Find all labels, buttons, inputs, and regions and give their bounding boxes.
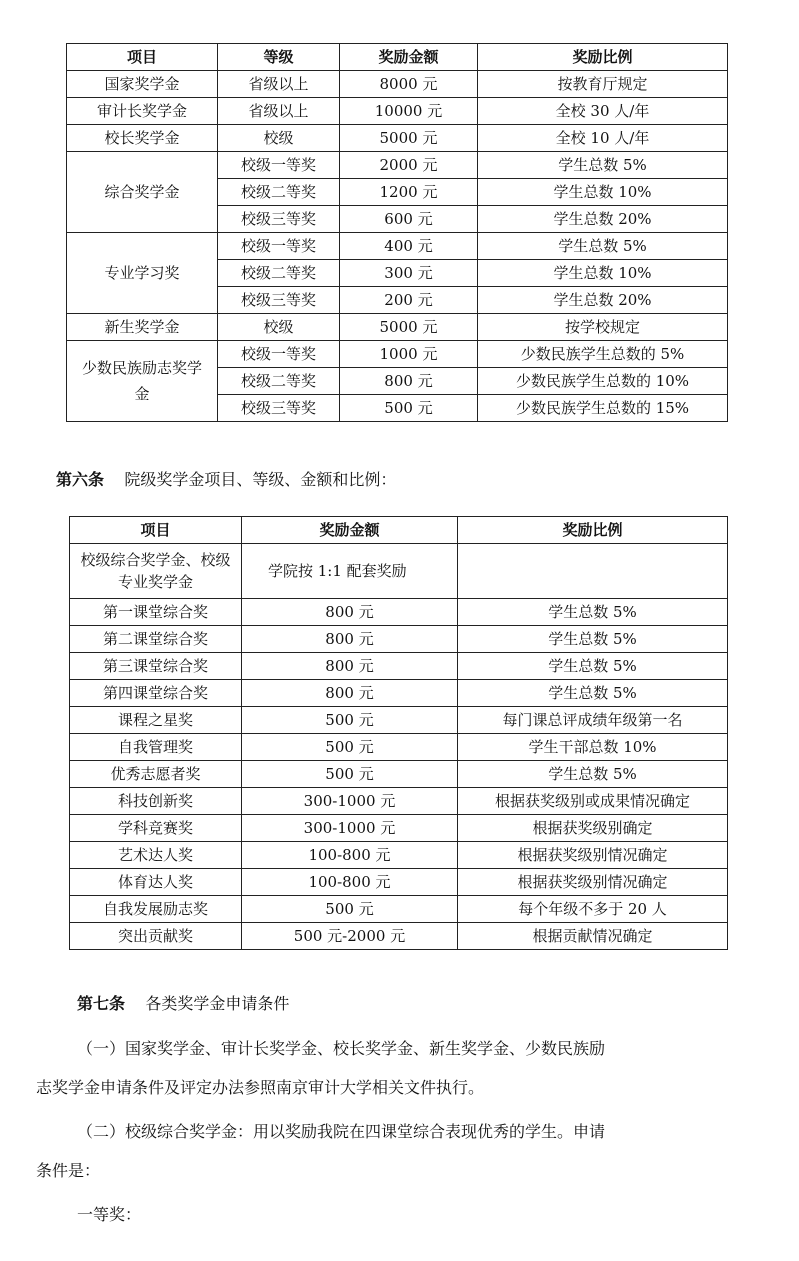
item-cell: 学科竞赛奖 bbox=[70, 815, 242, 842]
table-row bbox=[67, 98, 728, 125]
level-cell: 校级一等奖 bbox=[218, 341, 340, 368]
item-cell: 科技创新奖 bbox=[70, 788, 242, 815]
article-7-heading bbox=[77, 988, 289, 1020]
ratio-cell: 少数民族学生总数的 10% bbox=[478, 368, 728, 395]
item-cell: 突出贡献奖 bbox=[70, 923, 242, 950]
level-cell: 校级三等奖 bbox=[218, 395, 340, 422]
amount-cell: 800 元 bbox=[340, 368, 478, 395]
ratio-cell: 学生总数 10% bbox=[478, 260, 728, 287]
table-row bbox=[67, 314, 728, 341]
ratio-cell: 按学校规定 bbox=[478, 314, 728, 341]
table-row bbox=[70, 761, 728, 788]
item-cell: 第三课堂综合奖 bbox=[70, 653, 242, 680]
table-row bbox=[67, 152, 728, 179]
amount-cell: 300-1000 元 bbox=[242, 815, 458, 842]
item-cell: 自我管理奖 bbox=[70, 734, 242, 761]
amount-cell: 1000 元 bbox=[340, 341, 478, 368]
item-cell: 校长奖学金 bbox=[67, 125, 218, 152]
amount-cell: 500 元 bbox=[242, 896, 458, 923]
amount-cell: 100-800 元 bbox=[242, 869, 458, 896]
item-cell: 优秀志愿者奖 bbox=[70, 761, 242, 788]
level-cell: 校级三等奖 bbox=[218, 206, 340, 233]
table-row bbox=[70, 734, 728, 761]
level-cell: 省级以上 bbox=[218, 71, 340, 98]
amount-cell: 学院按 1:1 配套奖励 bbox=[242, 544, 458, 599]
amount-cell: 1200 元 bbox=[340, 179, 478, 206]
ratio-cell: 根据贡献情况确定 bbox=[458, 923, 728, 950]
ratio-cell: 少数民族学生总数的 15% bbox=[478, 395, 728, 422]
ratio-cell: 全校 10 人/年 bbox=[478, 125, 728, 152]
item-cell: 国家奖学金 bbox=[67, 71, 218, 98]
table1-header-cell: 等级 bbox=[218, 44, 340, 71]
college-scholarship-table bbox=[69, 516, 728, 950]
ratio-cell: 根据获奖级别情况确定 bbox=[458, 869, 728, 896]
table-row bbox=[70, 869, 728, 896]
ratio-cell: 学生总数 5% bbox=[458, 626, 728, 653]
item-cell: 第一课堂综合奖 bbox=[70, 599, 242, 626]
paragraph-1-line-1: （一）国家奖学金、审计长奖学金、校长奖学金、新生奖学金、少数民族励 bbox=[77, 1039, 606, 1058]
ratio-cell: 少数民族学生总数的 5% bbox=[478, 341, 728, 368]
table-row bbox=[70, 815, 728, 842]
amount-cell: 500 元 bbox=[242, 761, 458, 788]
ratio-cell: 根据获奖级别情况确定 bbox=[458, 842, 728, 869]
item-cell: 自我发展励志奖 bbox=[70, 896, 242, 923]
table-row bbox=[67, 341, 728, 368]
ratio-cell: 学生总数 5% bbox=[478, 152, 728, 179]
ratio-cell: 学生总数 5% bbox=[458, 761, 728, 788]
table2-header-cell: 奖励金额 bbox=[242, 517, 458, 544]
table-row bbox=[70, 599, 728, 626]
amount-cell: 500 元 bbox=[242, 734, 458, 761]
ratio-cell: 学生总数 5% bbox=[478, 233, 728, 260]
table2-header-cell: 奖励比例 bbox=[458, 517, 728, 544]
article-7-label: 第七条 bbox=[77, 994, 126, 1013]
amount-cell: 800 元 bbox=[242, 653, 458, 680]
amount-cell: 500 元 bbox=[340, 395, 478, 422]
amount-cell: 400 元 bbox=[340, 233, 478, 260]
ratio-cell: 学生总数 10% bbox=[478, 179, 728, 206]
level-cell: 校级 bbox=[218, 314, 340, 341]
amount-cell: 2000 元 bbox=[340, 152, 478, 179]
paragraph-1-line-2: 志奖学金申请条件及评定办法参照南京审计大学相关文件执行。 bbox=[36, 1078, 485, 1097]
item-cell: 校级综合奖学金、校级专业奖学金 bbox=[70, 544, 242, 599]
amount-cell: 800 元 bbox=[242, 680, 458, 707]
item-cell: 艺术达人奖 bbox=[70, 842, 242, 869]
table-row bbox=[70, 626, 728, 653]
amount-cell: 10000 元 bbox=[340, 98, 478, 125]
ratio-cell: 按教育厅规定 bbox=[478, 71, 728, 98]
paragraph-2-line-2: 条件是： bbox=[36, 1161, 101, 1180]
table-row bbox=[70, 653, 728, 680]
level-cell: 省级以上 bbox=[218, 98, 340, 125]
amount-cell: 500 元 bbox=[242, 707, 458, 734]
ratio-cell: 学生总数 5% bbox=[458, 680, 728, 707]
level-cell: 校级一等奖 bbox=[218, 233, 340, 260]
amount-cell: 500 元-2000 元 bbox=[242, 923, 458, 950]
level-cell: 校级二等奖 bbox=[218, 179, 340, 206]
article-6 bbox=[56, 464, 396, 496]
table2-header-cell: 项目 bbox=[70, 517, 242, 544]
ratio-cell: 学生干部总数 10% bbox=[458, 734, 728, 761]
amount-cell: 800 元 bbox=[242, 599, 458, 626]
table-row bbox=[70, 842, 728, 869]
ratio-cell: 每门课总评成绩年级第一名 bbox=[458, 707, 728, 734]
amount-cell: 5000 元 bbox=[340, 125, 478, 152]
item-cell: 体育达人奖 bbox=[70, 869, 242, 896]
item-cell: 少数民族励志奖学金 bbox=[67, 341, 218, 422]
amount-cell: 5000 元 bbox=[340, 314, 478, 341]
item-cell: 审计长奖学金 bbox=[67, 98, 218, 125]
table-row bbox=[70, 680, 728, 707]
ratio-cell bbox=[458, 544, 728, 599]
ratio-cell: 学生总数 5% bbox=[458, 599, 728, 626]
article-6-text: 院级奖学金项目、等级、金额和比例： bbox=[124, 470, 397, 489]
ratio-cell: 每个年级不多于 20 人 bbox=[458, 896, 728, 923]
table-row bbox=[67, 125, 728, 152]
amount-cell: 300 元 bbox=[340, 260, 478, 287]
level-cell: 校级三等奖 bbox=[218, 287, 340, 314]
level-cell: 校级二等奖 bbox=[218, 260, 340, 287]
item-cell: 课程之星奖 bbox=[70, 707, 242, 734]
paragraph-3: 一等奖： bbox=[77, 1205, 142, 1224]
ratio-cell: 全校 30 人/年 bbox=[478, 98, 728, 125]
amount-cell: 600 元 bbox=[340, 206, 478, 233]
table-row bbox=[67, 71, 728, 98]
amount-cell: 800 元 bbox=[242, 626, 458, 653]
item-cell: 综合奖学金 bbox=[67, 152, 218, 233]
paragraph-2-line-1: （二）校级综合奖学金：用以奖励我院在四课堂综合表现优秀的学生。申请 bbox=[77, 1122, 606, 1141]
table-row bbox=[70, 544, 728, 599]
amount-cell: 100-800 元 bbox=[242, 842, 458, 869]
table-row bbox=[70, 788, 728, 815]
item-cell: 第四课堂综合奖 bbox=[70, 680, 242, 707]
table-row bbox=[70, 923, 728, 950]
table-row bbox=[70, 707, 728, 734]
ratio-cell: 学生总数 20% bbox=[478, 287, 728, 314]
table-row bbox=[70, 896, 728, 923]
amount-cell: 300-1000 元 bbox=[242, 788, 458, 815]
article-6-label: 第六条 bbox=[56, 470, 105, 489]
table1-header-cell: 奖励比例 bbox=[478, 44, 728, 71]
item-cell: 新生奖学金 bbox=[67, 314, 218, 341]
level-cell: 校级 bbox=[218, 125, 340, 152]
ratio-cell: 根据获奖级别确定 bbox=[458, 815, 728, 842]
ratio-cell: 学生总数 5% bbox=[458, 653, 728, 680]
ratio-cell: 根据获奖级别或成果情况确定 bbox=[458, 788, 728, 815]
table1-header-cell: 奖励金额 bbox=[340, 44, 478, 71]
amount-cell: 200 元 bbox=[340, 287, 478, 314]
item-cell: 第二课堂综合奖 bbox=[70, 626, 242, 653]
ratio-cell: 学生总数 20% bbox=[478, 206, 728, 233]
item-cell: 专业学习奖 bbox=[67, 233, 218, 314]
amount-cell: 8000 元 bbox=[340, 71, 478, 98]
table1-header-cell: 项目 bbox=[67, 44, 218, 71]
level-cell: 校级二等奖 bbox=[218, 368, 340, 395]
level-cell: 校级一等奖 bbox=[218, 152, 340, 179]
university-scholarship-table bbox=[66, 43, 728, 422]
article-7-title: 各类奖学金申请条件 bbox=[145, 994, 290, 1013]
table-row bbox=[67, 233, 728, 260]
